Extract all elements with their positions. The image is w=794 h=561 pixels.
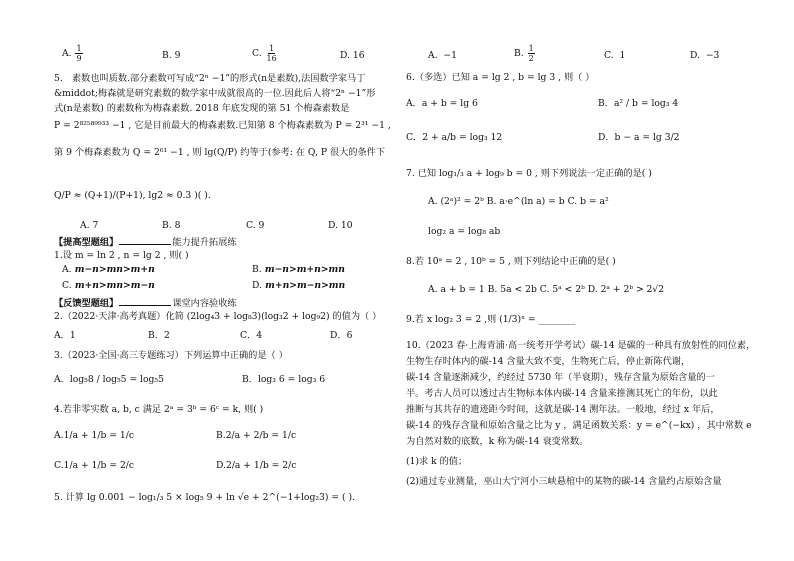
option-letter: C. [54, 460, 64, 471]
section-title-advanced [54, 235, 237, 249]
option-text: 2/a + 2/b = 1/c [225, 430, 297, 441]
q10-line-6: 碳-14 的残存含量和原始含量之比为 y ，满足函数关系：y = e^(−kx) ，其中常数 e [406, 420, 752, 431]
denominator: 9 [76, 54, 82, 63]
section-title-feedback [54, 296, 237, 310]
option-c [252, 44, 279, 63]
option-b [162, 50, 180, 62]
q8-options: A. a + b = 1 B. 5a < 2b C. 5ᵃ < 2ᵇ D. 2ᵃ + 2ᵇ > 2√2 [428, 284, 665, 295]
q4-option-b [216, 430, 296, 442]
right-column [396, 0, 794, 561]
option-text: 16 [352, 50, 365, 61]
q2-option-d [330, 330, 352, 342]
option-letter: B. [162, 50, 172, 61]
section-label: 【反馈型题组】 [54, 298, 119, 309]
q5-line-2: &middot;梅森就是研究素数的数学家中成就很高的一位.因此后人将“2ⁿ −1”形 [54, 88, 376, 99]
option-b [514, 44, 536, 63]
option-letter: C. [252, 48, 262, 59]
left-column [0, 0, 394, 561]
option-a [428, 50, 457, 62]
numerator: 1 [76, 44, 82, 53]
q3-stem: 3.（2023·全国·高三专题练习）下列运算中正确的是（ ） [54, 350, 288, 361]
option-letter: D. [252, 280, 262, 291]
option-c [604, 50, 625, 62]
option-letter: D． [330, 330, 347, 341]
q10-line-7: 为自然对数的底数，k 称为碳-14 衰变常数。 [406, 436, 589, 447]
section-subtitle: 能力提升拓展练 [172, 237, 237, 248]
q1-option-b [252, 264, 345, 276]
option-letter: A． [54, 330, 70, 341]
q4-option-a [54, 430, 134, 442]
option-letter: C. [62, 280, 72, 291]
q6-option-d: D．b − a = lg 3/2 [598, 132, 680, 143]
q2-option-c [240, 330, 262, 342]
option-text: −1 [443, 50, 457, 61]
option-letter: A. [54, 430, 64, 441]
option-text: 2/a + 1/b = 2/c [225, 460, 297, 471]
q10-line-5: 推断与其共存的遗迹距今时间，这就是碳-14 测年法。一般地，经过 x 年后， [406, 404, 720, 415]
blank-line [119, 235, 171, 245]
option-letter: D. [340, 50, 350, 61]
q10-line-1: 10.（2023 春·上海青浦·高一统考开学考试）碳-14 是碳的一种具有放射性的同位素， [406, 340, 756, 351]
option-text: 1 [69, 330, 76, 341]
option-text: m−n>mn>m+n [74, 264, 155, 275]
option-text: 9 [174, 50, 181, 61]
q10-part-2: (2)通过专业测量，巫山大宁河小三峡悬棺中的某物的碳-14 含量约占原始含量 [406, 476, 722, 487]
q3-option-a: A．log₅8 / log₅5 = log₅5 [54, 374, 164, 385]
option-text: m−n>m+n>mn [264, 264, 345, 275]
q7-option-d: log₂ a = log₈ ab [428, 226, 501, 237]
option-letter: A. [428, 50, 438, 61]
q4-stem: 4.若非零实数 a, b, c 满足 2ᵃ = 3ᵇ = 6ᶜ = k, 则( ) [54, 404, 264, 415]
q5b-stem: 5. 计算 lg 0.001 − log₁/₃ 5 × log₅ 9 + ln √e + 2^(−1+log₂3) = ( ). [54, 492, 356, 503]
q1-stem: 1.设 m = ln 2 , n = lg 2 , 则( ) [54, 250, 189, 261]
q7-options: A. (2ᵃ)² = 2ᵇ B. a·e^(ln a) = b C. b = a² [428, 196, 609, 207]
q6-option-b: B．a² / b = log₃ 4 [598, 98, 679, 109]
q10-line-2: 生物生存时体内的碳-14 含量大致不变，生物死亡后，停止新陈代谢， [406, 356, 691, 367]
option-text: 1 [619, 50, 626, 61]
q9-stem: 9.若 x log₂ 3 = 2 ,则 (1/3)ˣ = ________ [406, 314, 576, 325]
option-text: 8 [174, 220, 181, 231]
q2-stem: 2.（2022·天津·高考真题）化简 (2log₄3 + log₈3)(log₃2 + log₉2) 的值为（ ） [54, 311, 382, 322]
denominator: 2 [528, 54, 534, 63]
fraction [75, 44, 82, 63]
q10-part-1: (1)求 k 的值； [406, 456, 468, 467]
q5-line-6: Q/P ≈ (Q+1)/(P+1), lg2 ≈ 0.3 )( ). [54, 190, 211, 201]
option-letter: C． [240, 330, 257, 341]
q5-line-5: 第 9 个梅森素数为 Q = 2⁶¹ −1 , 则 lg(Q/P) 约等于(参考: 在 Q, P 很大的条件下 [54, 147, 386, 158]
q5-line-3: 式(n是素数) 的素数称为梅森素数. 2018 年底发现的第 51 个梅森素数是 [54, 103, 350, 114]
option-text: 4 [256, 330, 263, 341]
q8-stem: 8.若 10ᵃ = 2 , 10ᵇ = 5 , 则下列结论中正确的是( ) [406, 256, 616, 267]
q3-option-b: B．log₃ 6 = log₃ 6 [242, 374, 326, 385]
q6-option-c: C．2 + a/b = log₃ 12 [406, 132, 503, 143]
section-subtitle: 课堂内容验收练 [172, 298, 237, 309]
option-letter: A. [62, 48, 72, 59]
option-d [340, 50, 365, 62]
q6-stem: 6.（多选）已知 a = lg 2 , b = lg 3 , 则（ ） [406, 72, 595, 83]
q5-option-b [162, 220, 180, 232]
option-letter: B. [162, 220, 172, 231]
option-text: 1/a + 1/b = 2/c [63, 460, 135, 471]
q2-option-b [148, 330, 170, 342]
q5-option-d [328, 220, 353, 232]
q1-option-c [62, 280, 155, 292]
q1-option-d [252, 280, 345, 292]
denominator: 16 [266, 54, 277, 63]
option-text: −3 [705, 50, 720, 61]
option-letter: C. [246, 220, 256, 231]
option-letter: C. [604, 50, 614, 61]
option-text: 7 [92, 220, 99, 231]
q10-line-4: 半。考古人员可以透过古生物标本体内碳-14 含量来推测其死亡的年份，以此 [406, 388, 718, 399]
option-letter: A. [62, 264, 72, 275]
option-a [62, 44, 84, 63]
option-letter: D. [328, 220, 338, 231]
q5-option-a [80, 220, 98, 232]
fraction [528, 44, 535, 63]
option-letter: D. [690, 50, 700, 61]
section-label: 【提高型题组】 [54, 237, 119, 248]
option-letter: B． [148, 330, 164, 341]
option-text: 6 [346, 330, 353, 341]
q10-line-3: 碳-14 含量逐渐减少，约经过 5730 年（半衰期），残存含量为原始含量的一 [406, 372, 715, 383]
option-letter: D. [216, 460, 226, 471]
q4-option-d [216, 460, 296, 472]
option-text: m+n>m−n>mn [265, 280, 346, 291]
option-d [690, 50, 719, 62]
q4-option-c [54, 460, 134, 472]
q5-option-c [246, 220, 264, 232]
option-text: 9 [258, 220, 265, 231]
option-text: m+n>mn>m−n [74, 280, 155, 291]
q5-line-1: 5. 素数也叫质数.部分素数可写成“2ⁿ −1”的形式(n是素数),法国数学家马丁 [54, 73, 366, 84]
fraction [266, 44, 278, 63]
option-text: 10 [340, 220, 353, 231]
q5-line-4: P = 2⁸²⁵⁸⁹⁹³³ −1 , 它是目前最大的梅森素数.已知第 8 个梅森素数为 P = 2³¹ −1 , [54, 120, 391, 131]
option-letter: B. [514, 48, 524, 59]
option-letter: A. [80, 220, 90, 231]
numerator: 1 [528, 44, 534, 53]
blank-line [119, 296, 171, 306]
numerator: 1 [269, 44, 275, 53]
q2-option-a [54, 330, 76, 342]
option-text: 1/a + 1/b = 1/c [63, 430, 134, 441]
q7-stem: 7. 已知 log₁/₃ a + log₉ b = 0 , 则下列说法一定正确的是( ) [406, 168, 652, 179]
q6-option-a: A．a + b = lg 6 [406, 98, 478, 109]
option-text: 2 [163, 330, 170, 341]
option-letter: B. [252, 264, 262, 275]
q1-option-a [62, 264, 155, 276]
option-letter: B. [216, 430, 226, 441]
